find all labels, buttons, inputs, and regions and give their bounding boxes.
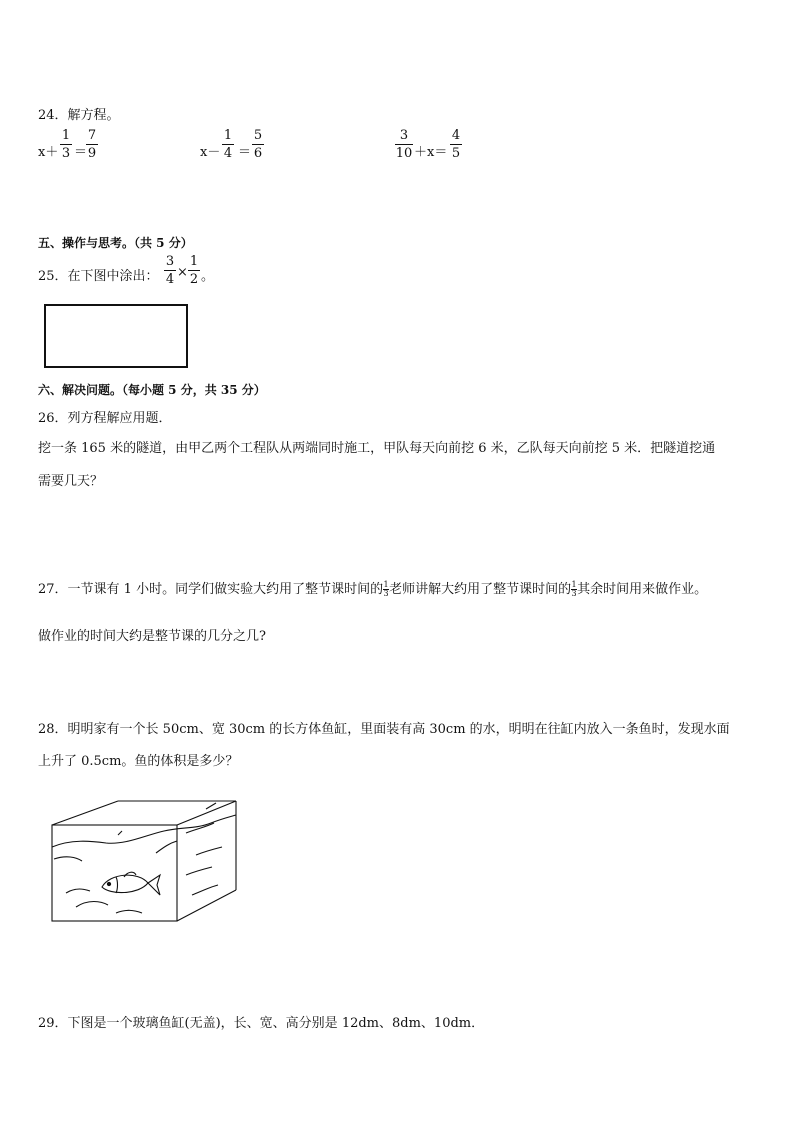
eq1-prefix: x＋ [38, 145, 59, 160]
q28-line2: 上升了 0.5cm。鱼的体积是多少？ [38, 754, 239, 769]
eq3-result-fraction: 4 5 [451, 128, 461, 161]
water-surface-wave [52, 815, 236, 847]
q24-title: 24．解方程。 [38, 108, 120, 123]
q26-line2: 需要几天？ [38, 474, 104, 489]
eq3-fraction: 3 10 [395, 128, 413, 161]
tank-front-face [52, 825, 177, 921]
q28-line1: 28．明明家有一个长 50cm、宽 30cm 的长方体鱼缸，里面装有高 30cm 的水，明明在往缸内放入一条鱼时，发现水面 [38, 722, 730, 737]
q27-line2: 做作业的时间大约是整节课的几分之几? [38, 629, 266, 644]
eq2-equals: ＝ [238, 145, 252, 160]
q27-line1 [38, 578, 707, 598]
q27-part3: 其余时间用来做作业。 [577, 582, 708, 597]
eq1-result-fraction: 7 9 [87, 128, 97, 161]
q27-part2: 老师讲解大约用了整节课时间的 [389, 582, 572, 597]
q25-fraction-1: 3 4 [165, 254, 175, 287]
fish-icon [102, 872, 160, 895]
q25-prefix: 25．在下图中涂出： [38, 269, 159, 284]
fish-tank-illustration [46, 795, 246, 927]
q26-title: 26．列方程解应用题． [38, 411, 172, 426]
q27-part1: 27．一节课有 1 小时。同学们做实验大约用了整节课时间的 [38, 582, 384, 597]
q29-line1: 29．下图是一个玻璃鱼缸(无盖)，长、宽、高分别是 12dm、8dm、10dm． [38, 1016, 485, 1031]
eq1-fraction: 1 3 [61, 128, 71, 161]
q25-suffix: 。 [201, 269, 215, 284]
q27-fraction-2: $\frac{1}{3}$ [571, 580, 577, 598]
section5-heading: 五、操作与思考。（共 5 分） [38, 236, 193, 250]
eq2-fraction: 1 4 [223, 128, 233, 161]
q26-line1: 挖一条 165 米的隧道，由甲乙两个工程队从两端同时施工，甲队每天向前挖 6 米，乙队每天向前挖 5 米．把隧道挖通 [38, 441, 716, 456]
eq2-prefix: x－ [200, 145, 221, 160]
shading-rectangle[interactable] [44, 304, 188, 368]
eq2-result-fraction: 5 6 [253, 128, 263, 161]
section6-heading: 六、解决问题。（每小题 5 分，共 35 分） [38, 383, 266, 397]
eq3-middle: ＋x＝ [414, 145, 448, 160]
q27-fraction-1: $\frac{1}{3}$ [383, 580, 389, 598]
q25-times: × [177, 265, 188, 280]
q25-fraction-2: 1 2 [189, 254, 199, 287]
eq1-equals: ＝ [74, 145, 88, 160]
